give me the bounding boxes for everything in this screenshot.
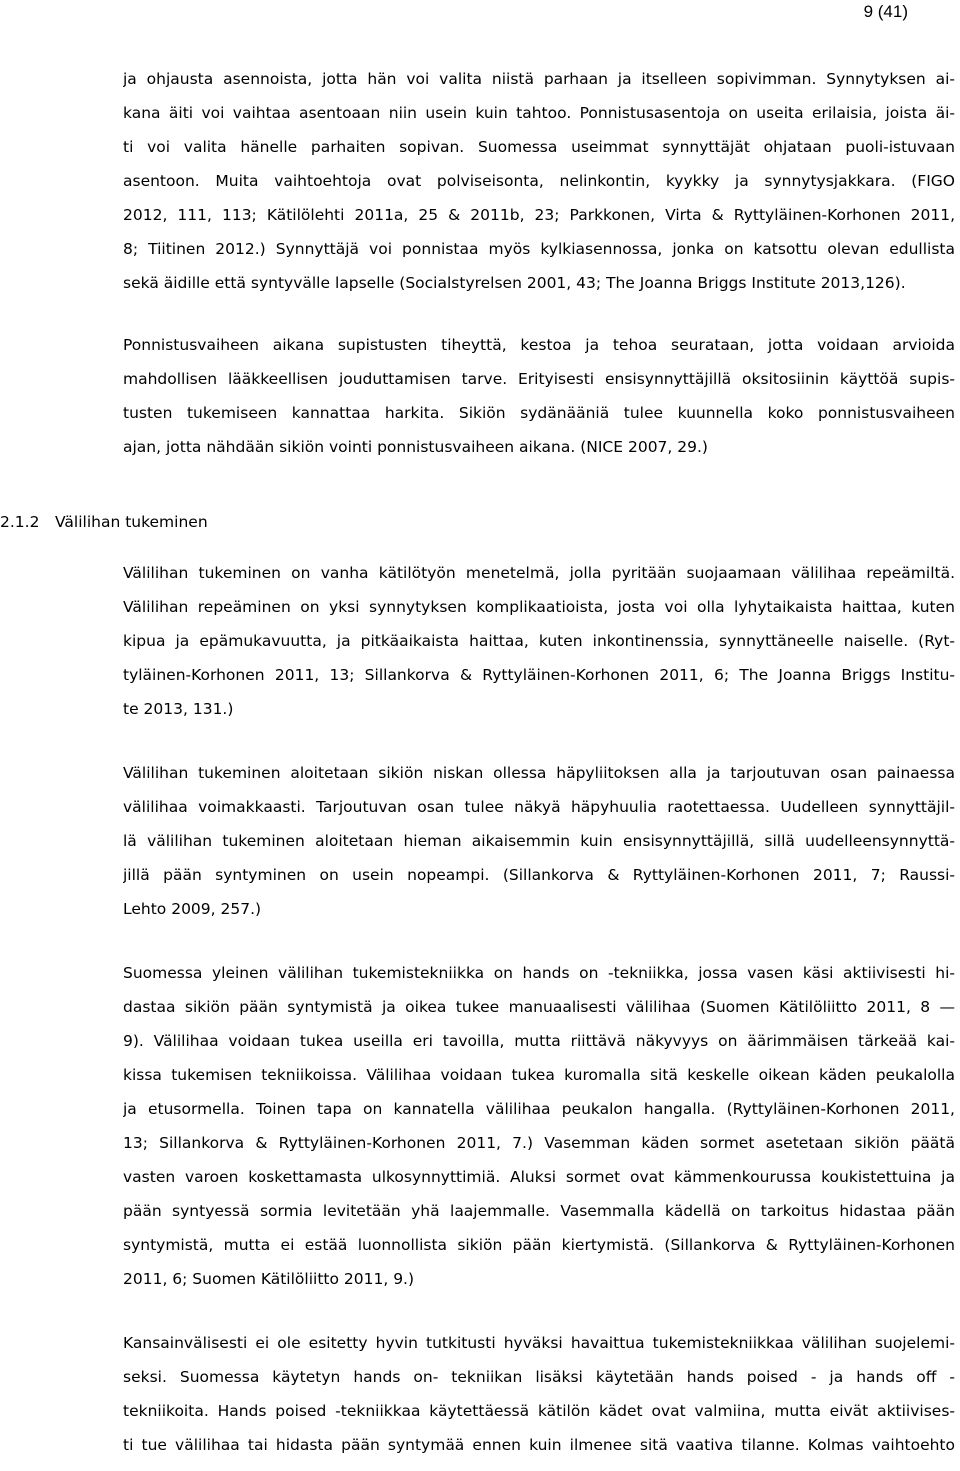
paragraph: [123, 956, 955, 1296]
document-body: [123, 62, 955, 464]
text-line: ti tue välilihaa tai hidasta pään syntymää ennen kuin ilmenee sitä vaativa tilanne. Kolmas vaihtoehto: [123, 1436, 955, 1454]
text-line: pään syntyessä sormia levitetään yhä laajemmalle. Vasemmalla kädellä on tarkoitus hidastaa pään: [123, 1202, 955, 1220]
text-line: 13; Sillankorva & Ryttyläinen-Korhonen 2011, 7.) Vasemman käden sormet asetetaan sikiön päätä: [123, 1134, 955, 1152]
text-line: kipua ja epämukavuutta, ja pitkäaikaista haittaa, kuten inkontinenssia, synnyttäneelle naiselle. (Ryt-: [123, 632, 955, 650]
section-number: 2.1.2: [0, 513, 40, 531]
paragraph: [123, 62, 955, 300]
text-line: 8; Tiitinen 2012.) Synnyttäjä voi ponnistaa myös kylkiasennossa, jonka on katsottu olevan edullista: [123, 240, 955, 258]
text-line: seksi. Suomessa käytetyn hands on- tekniikan lisäksi käytetään hands poised - ja hands off -: [123, 1368, 955, 1386]
paragraph: [123, 556, 955, 726]
text-line: vasten varoen koskettamasta ulkosynnyttimiä. Aluksi sormet ovat kämmenkourussa koukistettuina ja: [123, 1168, 955, 1186]
text-line: 2012, 111, 113; Kätilölehti 2011a, 25 & 2011b, 23; Parkkonen, Virta & Ryttyläinen-Korhonen 2011,: [123, 206, 955, 224]
text-line: välilihaa voimakkaasti. Tarjoutuvan osan tulee näkyä häpyhuulia raotettaessa. Uudelleen synnyttäjil-: [123, 798, 955, 816]
text-line: Välilihan tukeminen on vanha kätilötyön menetelmä, jolla pyritään suojaamaan välilihaa repeämiltä.: [123, 564, 955, 582]
text-line: Kansainvälisesti ei ole esitetty hyvin tutkitusti hyväksi havaittua tukemistekniikkaa välilihan suojelemi-: [123, 1334, 955, 1352]
text-line: Ponnistusvaiheen aikana supistusten tiheyttä, kestoa ja tehoa seurataan, jotta voidaan arvioida: [123, 336, 955, 354]
section-body: [123, 556, 955, 1462]
text-line: kissa tukemisen tekniikoissa. Välilihaa voidaan tukea kuromalla sitä keskelle oikean käden peukalolla: [123, 1066, 955, 1084]
paragraph: [123, 1326, 955, 1462]
text-line: tyläinen-Korhonen 2011, 13; Sillankorva & Ryttyläinen-Korhonen 2011, 6; The Joanna Briggs Institu-: [123, 666, 955, 684]
text-line: sekä äidille että syntyvälle lapselle (Socialstyrelsen 2001, 43; The Joanna Briggs Institute 2013,126).: [123, 274, 906, 292]
paragraph: [123, 756, 955, 926]
text-line: te 2013, 131.): [123, 700, 234, 718]
paragraph: [123, 328, 955, 464]
page-number: 9 (41): [863, 2, 908, 21]
text-line: Suomessa yleinen välilihan tukemistekniikka on hands on -tekniikka, jossa vasen käsi aktiivisesti hi-: [123, 964, 955, 982]
text-line: ja etusormella. Toinen tapa on kannatella välilihaa peukalon hangalla. (Ryttyläinen-Korhonen 2011,: [123, 1100, 955, 1118]
text-line: tusten tukemiseen kannattaa harkita. Sikiön sydänääniä tulee kuunnella koko ponnistusvaiheen: [123, 404, 955, 422]
section-heading: [0, 505, 208, 539]
text-line: ajan, jotta nähdään sikiön vointi ponnistusvaiheen aikana. (NICE 2007, 29.): [123, 438, 708, 456]
text-line: Lehto 2009, 257.): [123, 900, 262, 918]
text-line: mahdollisen lääkkeellisen jouduttamisen tarve. Erityisesti ensisynnyttäjillä oksitosiinin käyttöä supis-: [123, 370, 955, 388]
text-line: asentoon. Muita vaihtoehtoja ovat polviseisonta, nelinkontin, kyykky ja synnytysjakkara. (FIGO: [123, 172, 955, 190]
text-line: ti voi valita hänelle parhaiten sopivan. Suomessa useimmat synnyttäjät ohjataan puoli-istuvaan: [123, 138, 955, 156]
text-line: 9). Välilihaa voidaan tukea useilla eri tavoilla, mutta riittävä näkyvyys on äärimmäisen tärkeää kai-: [123, 1032, 955, 1050]
text-line: ja ohjausta asennoista, jotta hän voi valita niistä parhaan ja itselleen sopivimman. Synnytyksen ai-: [123, 70, 955, 88]
text-line: Välilihan tukeminen aloitetaan sikiön niskan ollessa häpyliitoksen alla ja tarjoutuvan osan painaessa: [123, 764, 955, 782]
text-line: dastaa sikiön pään syntymistä ja oikea tukee manuaalisesti välilihaa (Suomen Kätilöliitto 2011, 8 —: [123, 998, 955, 1016]
text-line: tekniikoita. Hands poised -tekniikkaa käytettäessä kätilön kädet ovat valmiina, mutta eivät aktiivises-: [123, 1402, 955, 1420]
text-line: Välilihan repeäminen on yksi synnytyksen komplikaatioista, josta voi olla lyhytaikaista haittaa, kuten: [123, 598, 955, 616]
section-title: Välilihan tukeminen: [55, 513, 208, 531]
text-line: lä välilihan tukeminen aloitetaan hieman aikaisemmin kuin ensisynnyttäjillä, sillä uudelleensynnyttä-: [123, 832, 955, 850]
text-line: kana äiti voi vaihtaa asentoaan niin usein kuin tahtoo. Ponnistusasentoja on useita erilaisia, joista äi-: [123, 104, 955, 122]
text-line: syntymistä, mutta ei estää luonnollista sikiön pään kiertymistä. (Sillankorva & Ryttyläinen-Korhonen: [123, 1236, 955, 1254]
text-line: jillä pään syntyminen on usein nopeampi. (Sillankorva & Ryttyläinen-Korhonen 2011, 7; Raussi-: [123, 866, 955, 884]
text-line: 2011, 6; Suomen Kätilöliitto 2011, 9.): [123, 1270, 415, 1288]
